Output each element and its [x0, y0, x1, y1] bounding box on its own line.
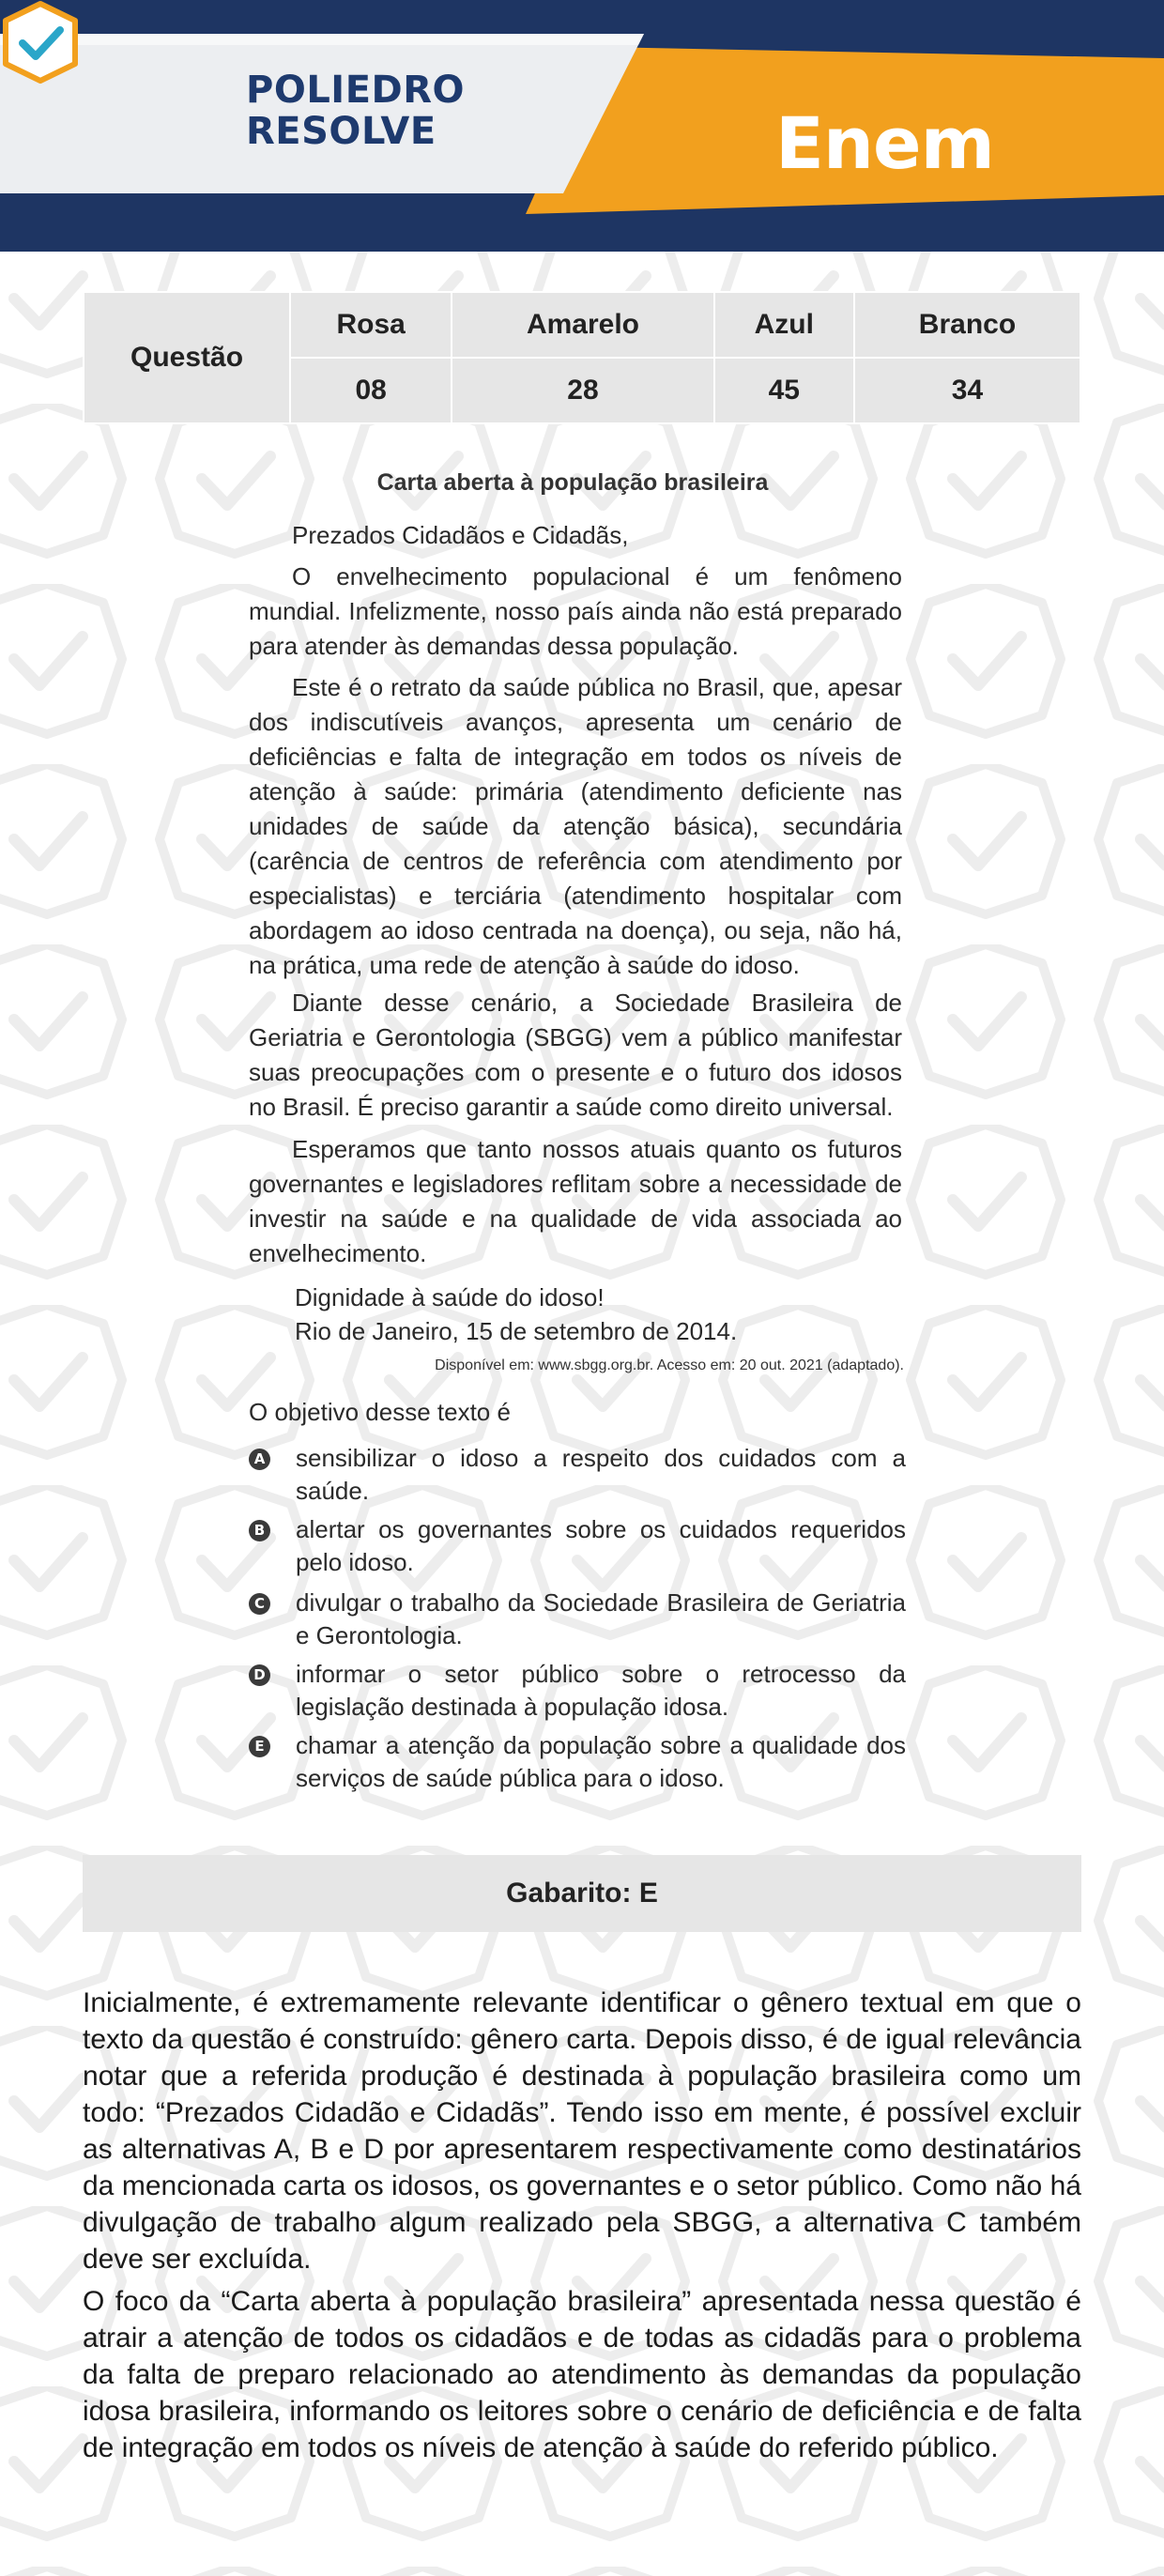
table-num-rosa: 08	[290, 358, 452, 423]
explanation-paragraph-1: Inicialmente, é extremamente relevante identificar o gênero textual em que o texto da questão é construído: gênero carta. Depois disso, é de igual relevância notar que a referida produção é destinada à população brasileira como um todo: “Prezados Cidadão e Cidadãs”. Tendo isso em mente, é possível excluir as alternativas A, B e D por apresentarem respectivamente como destinatários da mencionada carta os idosos, os governantes e o setor público. Como não há divulgação de trabalho algum realizado pela SBGG, a alternativa C também deve ser excluída.	[83, 1987, 1081, 2275]
alternative-a-text: sensibilizar o idoso a respeito dos cuidados com a saúde.	[296, 1444, 906, 1505]
letter-paragraph-1: O envelhecimento populacional é um fenômeno mundial. Infelizmente, nosso país ainda não está preparado para atender às demandas dessa população.	[249, 562, 902, 660]
letter-paragraph-3: Diante desse cenário, a Sociedade Brasileira de Geriatria e Gerontologia (SBGG) vem a público manifestar suas preocupações com o presente e o futuro dos idosos no Brasil. É preciso garantir a saúde como direito universal.	[249, 989, 902, 1121]
letter-paragraph-4: Esperamos que tanto nossos atuais quanto os futuros governantes e legisladores reflitam sobre a necessidade de investir na saúde e na qualidade de vida associada ao envelhecimento.	[249, 1135, 902, 1267]
question-label: Questão	[84, 292, 290, 423]
letter-source: Disponível em: www.sbgg.org.br. Acesso em: 20 out. 2021 (adaptado).	[435, 1357, 904, 1373]
alternative-b	[249, 1513, 906, 1579]
letter-place-date: Rio de Janeiro, 15 de setembro de 2014.	[295, 1317, 738, 1345]
alternative-e-letter: E	[249, 1736, 270, 1757]
alternative-d-letter: D	[249, 1664, 270, 1686]
letter-greeting: Prezados Cidadãos e Cidadãs,	[292, 521, 629, 549]
brand-line-2: RESOLVE	[246, 110, 436, 153]
alternative-c-letter: C	[249, 1593, 270, 1615]
letter-closing: Dignidade à saúde do idoso!	[295, 1283, 605, 1311]
alternative-c-text: divulgar o trabalho da Sociedade Brasileira de Geriatria e Gerontologia.	[296, 1588, 906, 1649]
brand-line-1: POLIEDRO	[246, 69, 466, 112]
alternative-d-text: informar o setor público sobre o retrocesso da legislação destinada à população idosa.	[296, 1660, 906, 1721]
question-number-table	[83, 291, 1081, 424]
letter-paragraph-2: Este é o retrato da saúde pública no Brasil, que, apesar dos indiscutíveis avanços, apresenta um cenário de deficiências e falta de integração em todos os níveis de atenção à saúde: primária (atendimento deficiente nas unidades de saúde da atenção básica), secundária (carência de centros de referência com atendimento por especialistas) e terciária (atendimento hospitalar com abordagem ao idoso centrada na doença), ou seja, não há, na prática, uma rede de atenção à saúde do idoso.	[249, 673, 902, 979]
question-prompt: O objetivo desse texto é	[249, 1398, 511, 1426]
table-col-rosa: Rosa	[290, 292, 452, 358]
alternative-b-letter: B	[249, 1520, 270, 1541]
alternative-e-text: chamar a atenção da população sobre a qualidade dos serviços de saúde pública para o idoso.	[296, 1731, 906, 1792]
table-num-amarelo: 28	[452, 358, 713, 423]
explanation-paragraph-2: O foco da “Carta aberta à população brasileira” apresentada nessa questão é atrair a atenção de todos os cidadãos e de todas as cidadãs para o problema da falta de preparo relacionado ao atendimento às demandas da população idosa brasileira, informando os leitores sobre o cenário de deficiência e de falta de integração em todos os níveis de atenção à saúde do referido público.	[83, 2286, 1081, 2463]
table-col-branco: Branco	[854, 292, 1080, 358]
table-col-azul: Azul	[714, 292, 854, 358]
alternative-c	[249, 1587, 906, 1652]
exam-title: Enem	[775, 101, 994, 185]
alternative-b-text: alertar os governantes sobre os cuidados requeridos pelo idoso.	[296, 1515, 906, 1576]
letter-title: Carta aberta à população brasileira	[376, 469, 769, 496]
answer-key: Gabarito: E	[83, 1855, 1081, 1932]
alternative-e	[249, 1729, 906, 1795]
alternative-d	[249, 1658, 906, 1724]
table-col-amarelo: Amarelo	[452, 292, 713, 358]
alternative-a	[249, 1442, 906, 1508]
alternative-a-letter: A	[249, 1449, 270, 1470]
table-num-azul: 45	[714, 358, 854, 423]
table-num-branco: 34	[854, 358, 1080, 423]
